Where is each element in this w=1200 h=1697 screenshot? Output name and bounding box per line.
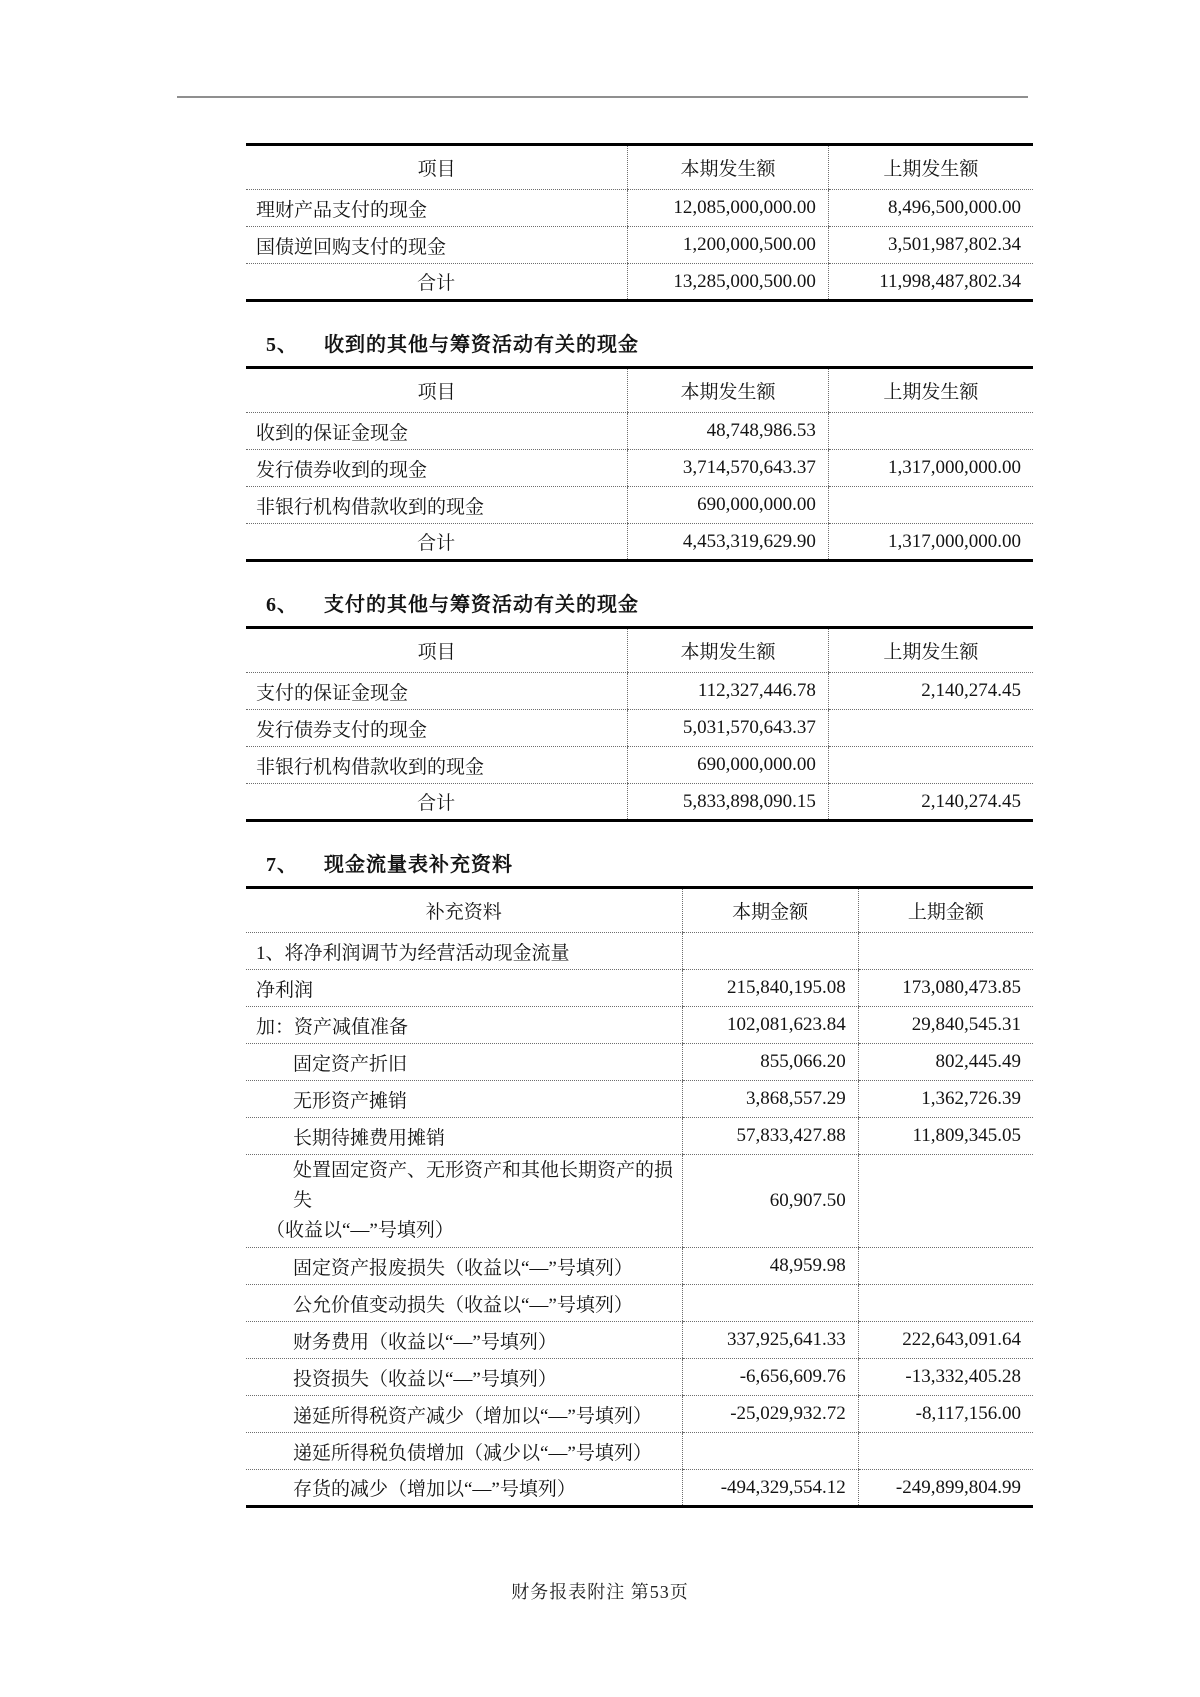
- table-row: [246, 1248, 1033, 1285]
- table-row: [246, 1118, 1033, 1155]
- amount-cell: [858, 1155, 1033, 1248]
- amount-cell: -249,899,804.99: [858, 1470, 1033, 1507]
- table-row: [246, 747, 1033, 784]
- row-label: 长期待摊费用摊销: [246, 1118, 682, 1155]
- row-label: 固定资产折旧: [246, 1044, 682, 1081]
- table-row: [246, 413, 1033, 450]
- table-row: [246, 1433, 1033, 1470]
- row-label-line2: （收益以“—”号填列）: [266, 1220, 454, 1241]
- table-row: [246, 1081, 1033, 1118]
- section-number: 6、: [266, 594, 298, 616]
- section-number: 5、: [266, 334, 298, 356]
- section-7: [246, 852, 1033, 1508]
- page-footer: 财务报表附注 第53页: [511, 1582, 689, 1602]
- row-label: 存货的减少（增加以“—”号填列）: [246, 1470, 682, 1507]
- amount-cell: 8,496,500,000.00: [828, 190, 1033, 227]
- table-header-row: [246, 628, 1033, 673]
- table-row: [246, 227, 1033, 264]
- amount-cell: -8,117,156.00: [858, 1396, 1033, 1433]
- column-header-item: 项目: [246, 628, 628, 673]
- amount-cell: [682, 933, 858, 970]
- section-number: 7、: [266, 854, 298, 876]
- amount-cell: [828, 747, 1033, 784]
- table-row: [246, 784, 1033, 821]
- table-row: [246, 1359, 1033, 1396]
- table-row: [246, 1396, 1033, 1433]
- table-row: [246, 1155, 1033, 1248]
- amount-cell: 337,925,641.33: [682, 1322, 858, 1359]
- amount-cell: 5,833,898,090.15: [628, 784, 829, 821]
- amount-cell: 3,714,570,643.37: [628, 450, 829, 487]
- amount-cell: 1,317,000,000.00: [828, 450, 1033, 487]
- amount-cell: 13,285,000,500.00: [628, 264, 829, 301]
- column-header-item: 项目: [246, 368, 628, 413]
- section-title: 现金流量表补充资料: [324, 854, 513, 876]
- table-row: [246, 710, 1033, 747]
- amount-cell: [682, 1433, 858, 1470]
- row-label: 财务费用（收益以“—”号填列）: [246, 1322, 682, 1359]
- amount-cell: [858, 1285, 1033, 1322]
- amount-cell: 12,085,000,000.00: [628, 190, 829, 227]
- amount-cell: 173,080,473.85: [858, 970, 1033, 1007]
- row-label: 公允价值变动损失（收益以“—”号填列）: [246, 1285, 682, 1322]
- amount-cell: -13,332,405.28: [858, 1359, 1033, 1396]
- row-label: 合计: [246, 264, 628, 301]
- amount-cell: 3,501,987,802.34: [828, 227, 1033, 264]
- amount-cell: [858, 1433, 1033, 1470]
- table-header-row: [246, 145, 1033, 190]
- amount-cell: 112,327,446.78: [628, 673, 829, 710]
- row-label: 收到的保证金现金: [246, 413, 628, 450]
- row-label: 递延所得税资产减少（增加以“—”号填列）: [246, 1396, 682, 1433]
- row-label: 加：资产减值准备: [246, 1007, 682, 1044]
- row-label: 支付的保证金现金: [246, 673, 628, 710]
- amount-cell: 3,868,557.29: [682, 1081, 858, 1118]
- amount-cell: 5,031,570,643.37: [628, 710, 829, 747]
- row-label: [246, 1155, 682, 1248]
- amount-cell: [858, 933, 1033, 970]
- row-label: 国债逆回购支付的现金: [246, 227, 628, 264]
- row-label-line1: 处置固定资产、无形资产和其他长期资产的损失: [293, 1160, 674, 1211]
- amount-cell: 102,081,623.84: [682, 1007, 858, 1044]
- table-row: [246, 1007, 1033, 1044]
- row-label: 非银行机构借款收到的现金: [246, 487, 628, 524]
- column-header-current-period: 本期发生额: [628, 145, 829, 190]
- amount-cell: 2,140,274.45: [828, 784, 1033, 821]
- amount-cell: 1,317,000,000.00: [828, 524, 1033, 561]
- table-row: [246, 933, 1033, 970]
- amount-cell: 215,840,195.08: [682, 970, 858, 1007]
- amount-cell: [828, 413, 1033, 450]
- column-header-prior-period: 上期发生额: [828, 145, 1033, 190]
- table-header-row: [246, 368, 1033, 413]
- table-header-row: [246, 888, 1033, 933]
- row-label: 固定资产报废损失（收益以“—”号填列）: [246, 1248, 682, 1285]
- amount-cell: [682, 1285, 858, 1322]
- column-header-current-amount: 本期金额: [682, 888, 858, 933]
- section-6: [246, 592, 1033, 822]
- table-row: [246, 1322, 1033, 1359]
- section-heading: [246, 852, 1033, 878]
- amount-cell: -25,029,932.72: [682, 1396, 858, 1433]
- section-continued: [246, 143, 1033, 302]
- amount-cell: -494,329,554.12: [682, 1470, 858, 1507]
- row-label: 发行债券支付的现金: [246, 710, 628, 747]
- column-header-prior-amount: 上期金额: [858, 888, 1033, 933]
- section-5: [246, 332, 1033, 562]
- page-content: [246, 143, 1033, 1508]
- row-label: 发行债券收到的现金: [246, 450, 628, 487]
- amount-cell: 48,959.98: [682, 1248, 858, 1285]
- table-row: [246, 190, 1033, 227]
- amount-cell: -6,656,609.76: [682, 1359, 858, 1396]
- amount-cell: 1,200,000,500.00: [628, 227, 829, 264]
- other-financing-cash-paid-continued-table: [246, 143, 1033, 302]
- table-row: [246, 450, 1033, 487]
- column-header-prior-period: 上期发生额: [828, 368, 1033, 413]
- amount-cell: 802,445.49: [858, 1044, 1033, 1081]
- column-header-current-period: 本期发生额: [628, 368, 829, 413]
- row-label: 合计: [246, 524, 628, 561]
- amount-cell: 690,000,000.00: [628, 487, 829, 524]
- table-row: [246, 970, 1033, 1007]
- table-row: [246, 524, 1033, 561]
- section-title: 收到的其他与筹资活动有关的现金: [324, 334, 639, 356]
- row-label: 1、将净利润调节为经营活动现金流量: [246, 933, 682, 970]
- table-row: [246, 1470, 1033, 1507]
- row-label: 递延所得税负债增加（减少以“—”号填列）: [246, 1433, 682, 1470]
- table-row: [246, 1285, 1033, 1322]
- table-row: [246, 264, 1033, 301]
- amount-cell: 1,362,726.39: [858, 1081, 1033, 1118]
- other-financing-cash-received-table: [246, 366, 1033, 562]
- row-label: 非银行机构借款收到的现金: [246, 747, 628, 784]
- column-header-item: 项目: [246, 145, 628, 190]
- column-header-supplementary-info: 补充资料: [246, 888, 682, 933]
- row-label: 投资损失（收益以“—”号填列）: [246, 1359, 682, 1396]
- amount-cell: 57,833,427.88: [682, 1118, 858, 1155]
- amount-cell: 2,140,274.45: [828, 673, 1033, 710]
- cash-flow-supplementary-table: [246, 886, 1033, 1508]
- page-header-rule: [177, 96, 1028, 98]
- amount-cell: 11,998,487,802.34: [828, 264, 1033, 301]
- amount-cell: 29,840,545.31: [858, 1007, 1033, 1044]
- amount-cell: [828, 487, 1033, 524]
- amount-cell: 855,066.20: [682, 1044, 858, 1081]
- other-financing-cash-paid-table: [246, 626, 1033, 822]
- section-heading: [246, 592, 1033, 618]
- amount-cell: 222,643,091.64: [858, 1322, 1033, 1359]
- amount-cell: 48,748,986.53: [628, 413, 829, 450]
- amount-cell: [858, 1248, 1033, 1285]
- row-label: 理财产品支付的现金: [246, 190, 628, 227]
- amount-cell: [828, 710, 1033, 747]
- amount-cell: 60,907.50: [682, 1155, 858, 1248]
- table-row: [246, 673, 1033, 710]
- column-header-current-period: 本期发生额: [628, 628, 829, 673]
- row-label: 无形资产摊销: [246, 1081, 682, 1118]
- table-row: [246, 487, 1033, 524]
- section-title: 支付的其他与筹资活动有关的现金: [324, 594, 639, 616]
- table-row: [246, 1044, 1033, 1081]
- section-heading: [246, 332, 1033, 358]
- row-label: 净利润: [246, 970, 682, 1007]
- amount-cell: 690,000,000.00: [628, 747, 829, 784]
- amount-cell: 4,453,319,629.90: [628, 524, 829, 561]
- row-label: 合计: [246, 784, 628, 821]
- amount-cell: 11,809,345.05: [858, 1118, 1033, 1155]
- column-header-prior-period: 上期发生额: [828, 628, 1033, 673]
